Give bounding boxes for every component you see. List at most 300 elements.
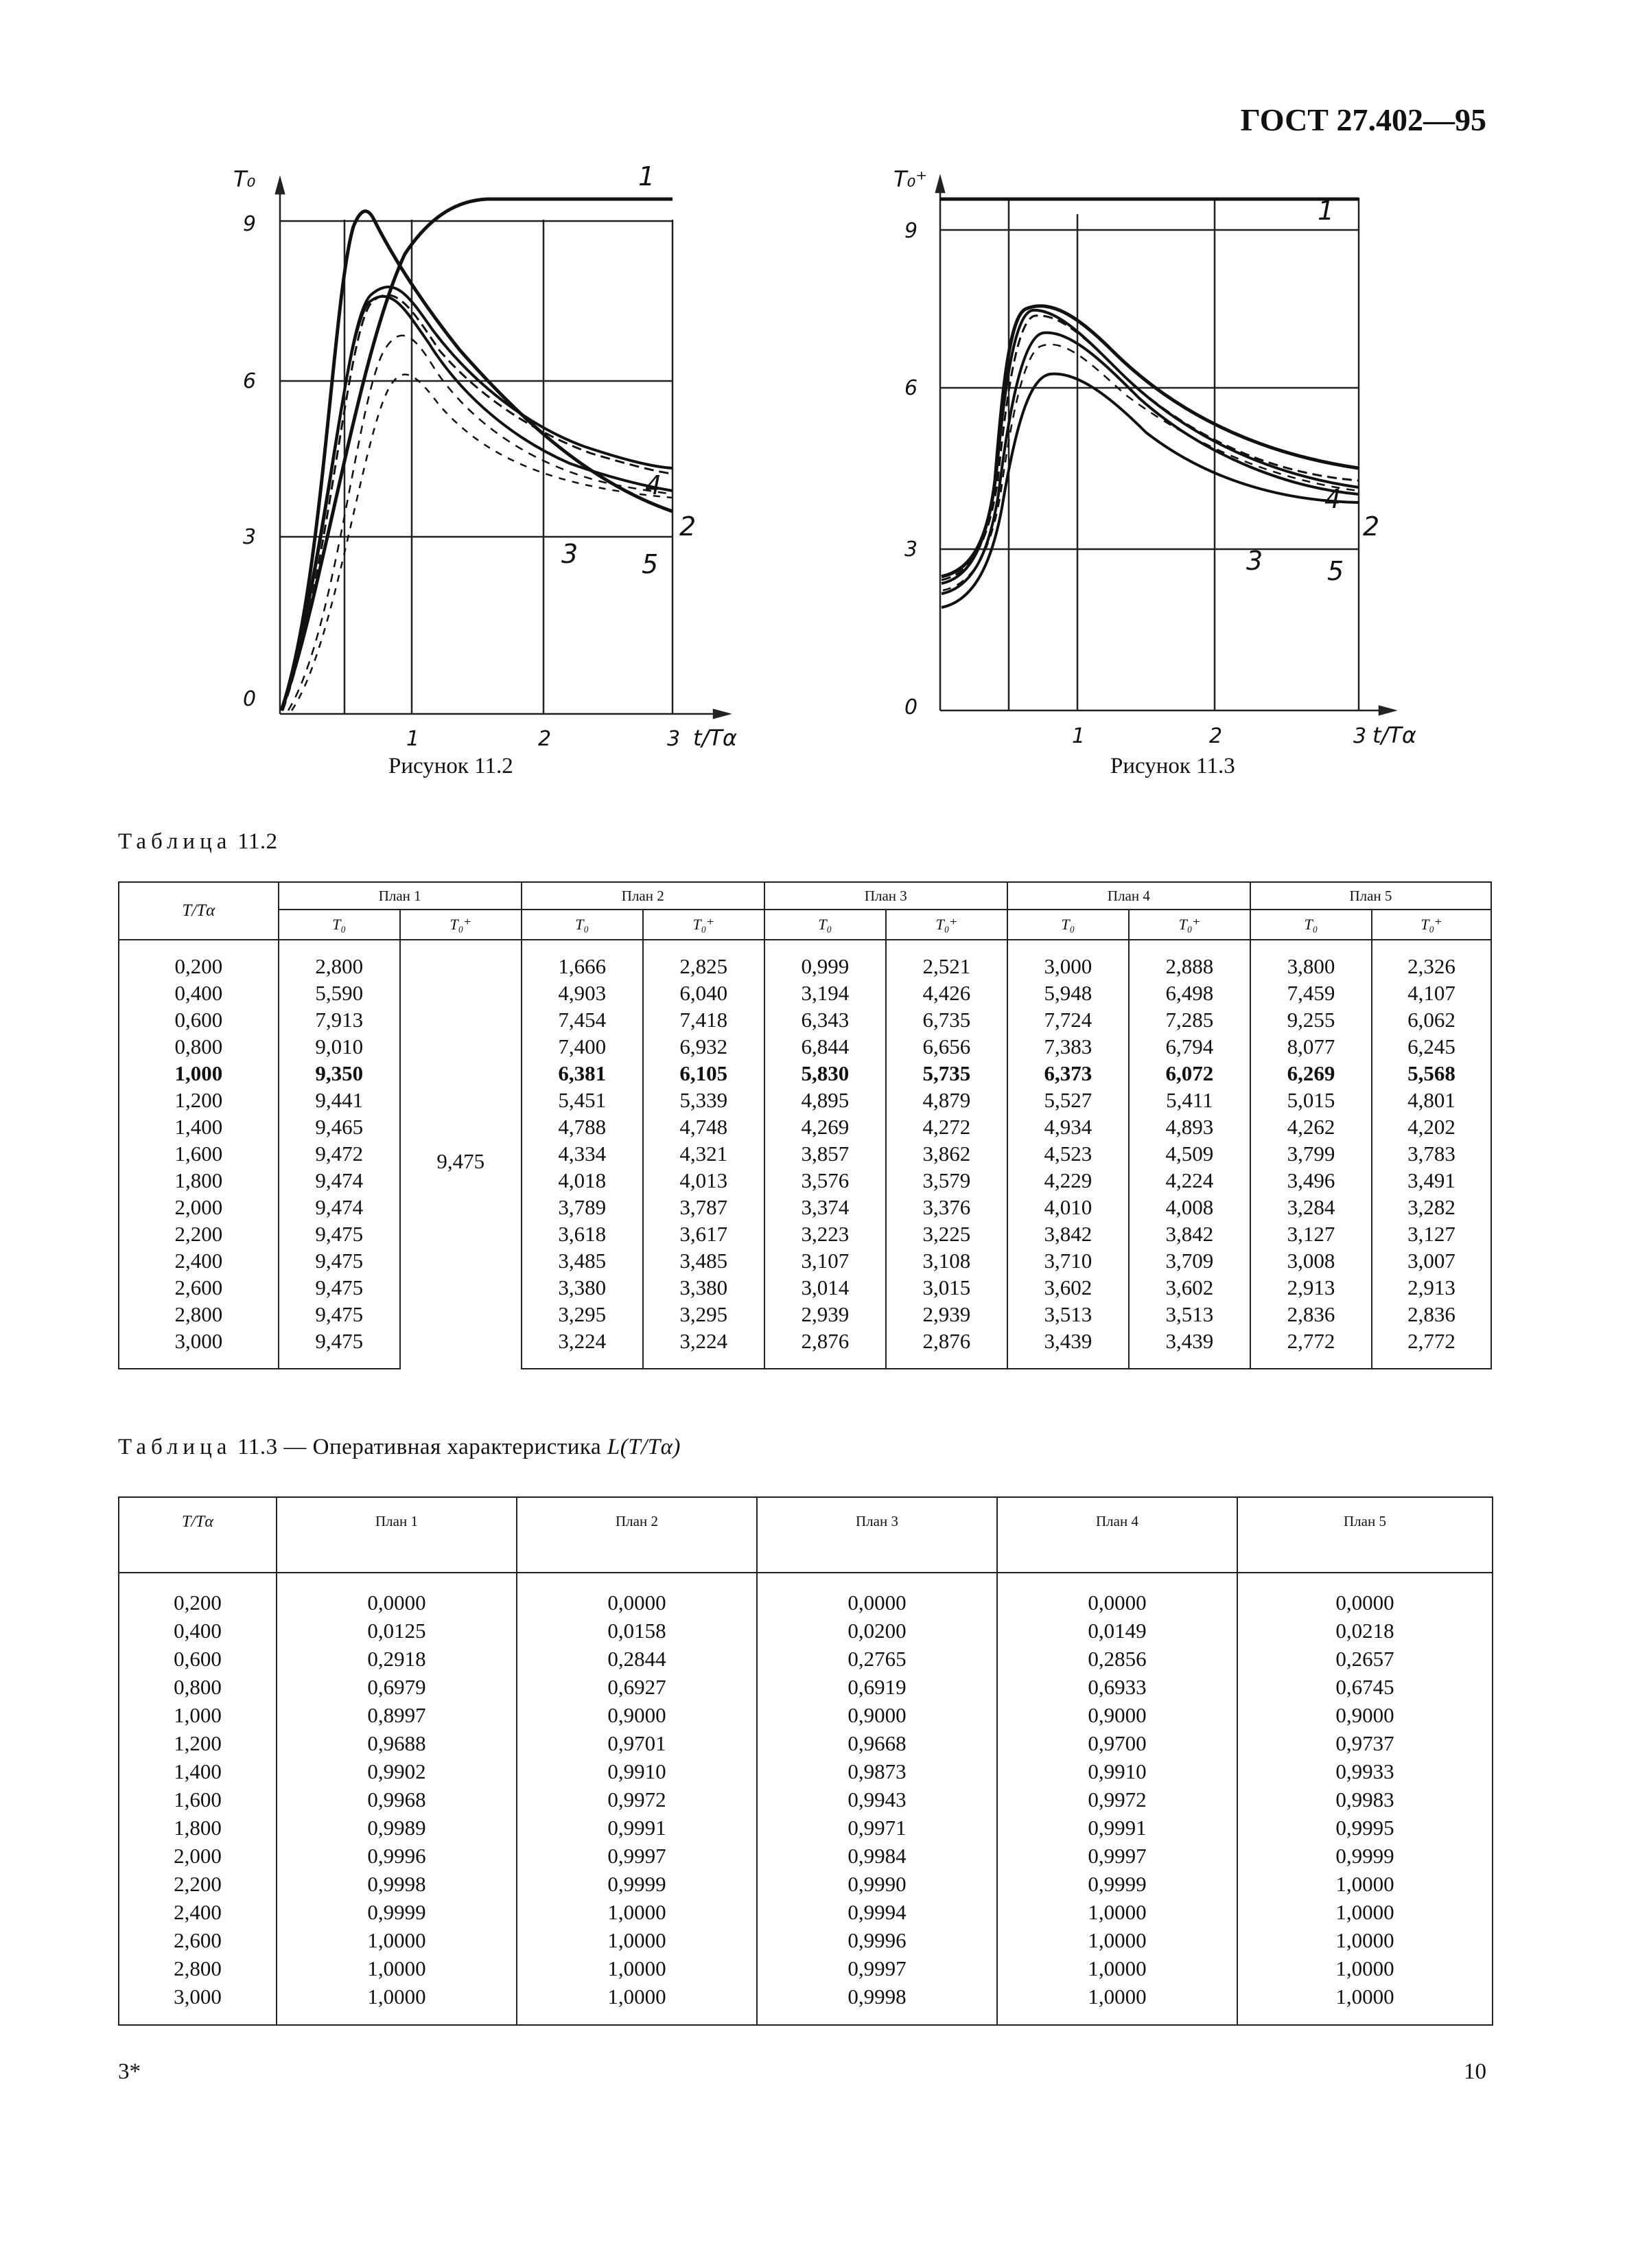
table-cell: 7,418 [643,1006,764,1033]
table-cell: 1,0000 [1237,1982,1493,2025]
table-cell: 2,876 [886,1328,1007,1369]
table-row [119,1194,1491,1220]
table-cell: 0,9997 [997,1842,1237,1870]
curve-label-3: 3 [561,539,578,569]
table-cell: 0,0000 [277,1573,517,1617]
table-cell: 7,724 [1007,1006,1129,1033]
table-row [119,1982,1493,2025]
y-tick-0: 0 [243,687,257,711]
table-caption-number: 11.3 [237,1435,278,1459]
table-cell: 6,062 [1372,1006,1491,1033]
table-cell: 9,474 [279,1194,400,1220]
column-header-plan-3: План 3 [764,882,1007,910]
sub-header: T₀⁺ [1129,910,1250,940]
table-cell: 9,010 [279,1033,400,1060]
y-tick-3: 3 [904,537,918,562]
table-cell: 0,0149 [997,1617,1237,1645]
table-cell: 4,202 [1372,1113,1491,1140]
table-cell: 0,9997 [757,1954,997,1982]
table-row [119,1954,1493,1982]
table-cell: 3,282 [1372,1194,1491,1220]
table-row [119,1729,1493,1757]
table-cell: 1,0000 [1237,1954,1493,1982]
table-row [119,1167,1491,1194]
table-cell: 3,284 [1250,1194,1372,1220]
table-cell: 3,107 [764,1247,886,1274]
table-11-3-body [119,1573,1493,2025]
table-cell: 0,9984 [757,1842,997,1870]
table-cell: 1,0000 [277,1982,517,2025]
table-cell: 5,451 [522,1087,643,1113]
table-cell: 1,0000 [517,1926,757,1954]
table-cell: 3,710 [1007,1247,1129,1274]
table-cell: 0,9983 [1237,1785,1493,1814]
table-cell: 1,0000 [517,1954,757,1982]
table-cell: 3,380 [522,1274,643,1301]
table-cell: 0,6933 [997,1673,1237,1701]
table-cell: 4,903 [522,980,643,1006]
row-header-cell: 0,200 [119,940,279,980]
column-header-plan-1: План 1 [277,1497,517,1573]
table-cell: 4,334 [522,1140,643,1167]
table-cell: 2,913 [1250,1274,1372,1301]
x-axis-label: t/Tα [1372,722,1416,748]
table-cell: 0,9910 [997,1757,1237,1785]
table-cell: 2,888 [1129,940,1250,980]
y-tick-3: 3 [243,525,257,549]
table-cell: 0,9668 [757,1729,997,1757]
column-header-plan-2: План 2 [517,1497,757,1573]
table-cell: 0,9991 [997,1814,1237,1842]
table-cell: 3,000 [1007,940,1129,980]
table-cell: 6,844 [764,1033,886,1060]
row-header-cell: 3,000 [119,1328,279,1369]
column-header-plan-5: План 5 [1250,882,1491,910]
table-caption-prefix: Таблица [118,1435,232,1459]
table-cell: 6,105 [643,1060,764,1087]
table-cell: 9,255 [1250,1006,1372,1033]
table-cell: 3,295 [643,1301,764,1328]
table-cell: 4,879 [886,1087,1007,1113]
table-row [119,1060,1491,1087]
table-cell: 1,0000 [1237,1898,1493,1926]
page-number: 10 [1464,2059,1486,2084]
table-row [119,1140,1491,1167]
row-header-cell: 2,200 [119,1870,277,1898]
row-header-cell: 0,600 [119,1006,279,1033]
table-cell: 9,350 [279,1060,400,1087]
row-header-cell: 0,800 [119,1033,279,1060]
curve-label-4: 4 [645,470,662,500]
row-header-cell: 1,600 [119,1140,279,1167]
table-cell: 4,269 [764,1113,886,1140]
table-cell: 3,491 [1372,1167,1491,1194]
table-cell: 0,2844 [517,1645,757,1673]
table-cell: 3,374 [764,1194,886,1220]
table-cell: 3,513 [1129,1301,1250,1328]
curve-label-5: 5 [1327,556,1344,586]
y-axis-label: T₀ [233,166,256,192]
table-cell: 2,836 [1372,1301,1491,1328]
table-cell: 3,800 [1250,940,1372,980]
table-cell: 3,485 [522,1247,643,1274]
sub-header: T₀ [279,910,400,940]
table-cell: 7,454 [522,1006,643,1033]
table-cell: 3,007 [1372,1247,1491,1274]
table-row [119,940,1491,980]
table-cell: 0,0000 [757,1573,997,1617]
table-cell: 0,0200 [757,1617,997,1645]
figure-11-3 [885,151,1448,755]
table-cell: 0,9995 [1237,1814,1493,1842]
table-cell: 7,285 [1129,1006,1250,1033]
table-cell: 5,590 [279,980,400,1006]
table-cell: 9,441 [279,1087,400,1113]
table-row [119,1645,1493,1673]
row-header-cell: 1,000 [119,1060,279,1087]
x-tick-2: 2 [538,727,552,751]
footer-mark: 3* [118,2059,141,2084]
table-cell: 0,9688 [277,1729,517,1757]
table-cell: 1,666 [522,940,643,980]
table-11-2-body [119,940,1491,1369]
table-cell: 0,9910 [517,1757,757,1785]
table-cell: 3,439 [1129,1328,1250,1369]
row-header-cell: 1,800 [119,1167,279,1194]
table-cell: 9,475 [279,1220,400,1247]
curve-label-2: 2 [679,511,697,542]
y-tick-9: 9 [904,219,918,243]
table-cell: 0,9902 [277,1757,517,1785]
table-cell: 4,262 [1250,1113,1372,1140]
table-cell: 4,224 [1129,1167,1250,1194]
table-row [119,1573,1493,1617]
figure-11-2 [226,151,775,755]
table-cell: 3,579 [886,1167,1007,1194]
curve-label-4: 4 [1324,484,1342,514]
figure-11-2-plot [226,151,775,755]
table-cell: 2,913 [1372,1274,1491,1301]
table-cell: 3,194 [764,980,886,1006]
table-caption-text: — Оперативная характеристика [283,1435,602,1459]
curve-label-1: 1 [638,161,655,192]
table-cell: 4,509 [1129,1140,1250,1167]
curve-label-1: 1 [1318,196,1335,226]
table-row [119,1006,1491,1033]
table-cell: 1,0000 [277,1954,517,1982]
x-tick-3: 3 [1353,724,1367,748]
table-cell: 0,9000 [517,1701,757,1729]
table-cell: 3,787 [643,1194,764,1220]
table-cell: 0,9700 [997,1729,1237,1757]
table-cell: 4,895 [764,1087,886,1113]
figure-11-3-plot [885,151,1448,755]
table-cell: 4,788 [522,1113,643,1140]
row-header-cell: 2,600 [119,1274,279,1301]
table-cell: 3,225 [886,1220,1007,1247]
column-header-plan-5: План 5 [1237,1497,1493,1573]
curve-label-3: 3 [1246,546,1263,576]
table-cell: 2,772 [1250,1328,1372,1369]
table-cell: 0,0000 [1237,1573,1493,1617]
table-cell: 0,9968 [277,1785,517,1814]
figure-11-3-caption: Рисунок 11.3 [1110,754,1235,778]
table-cell: 9,475 [279,1247,400,1274]
table-cell: 4,013 [643,1167,764,1194]
table-cell: 6,269 [1250,1060,1372,1087]
x-tick-1: 1 [406,727,420,751]
table-cell: 3,380 [643,1274,764,1301]
table-cell: 5,411 [1129,1087,1250,1113]
row-header-cell: 0,800 [119,1673,277,1701]
table-cell: 0,9996 [757,1926,997,1954]
table-cell: 0,999 [764,940,886,980]
table-cell: 5,948 [1007,980,1129,1006]
table-cell: 0,9999 [277,1898,517,1926]
row-header-cell: 1,200 [119,1087,279,1113]
table-cell: 3,439 [1007,1328,1129,1369]
table-cell: 6,656 [886,1033,1007,1060]
table-cell: 4,893 [1129,1113,1250,1140]
row-header-cell: 1,400 [119,1113,279,1140]
standard-number: ГОСТ 27.402—95 [1240,102,1486,137]
table-row [119,1785,1493,1814]
table-cell: 5,735 [886,1060,1007,1087]
table-cell: 3,617 [643,1220,764,1247]
table-cell: 0,2918 [277,1645,517,1673]
table-cell: 8,077 [1250,1033,1372,1060]
table-row [119,1701,1493,1729]
table-cell: 3,783 [1372,1140,1491,1167]
table-cell: 9,474 [279,1167,400,1194]
table-11-3-caption [118,1435,681,1460]
table-cell: 0,9994 [757,1898,997,1926]
row-header-cell: 2,600 [119,1926,277,1954]
table-cell: 4,107 [1372,980,1491,1006]
table-cell: 2,939 [764,1301,886,1328]
row-header-cell: 3,000 [119,1982,277,2025]
table-row [119,1757,1493,1785]
y-tick-0: 0 [904,695,918,719]
table-cell: 6,932 [643,1033,764,1060]
table-cell: 4,018 [522,1167,643,1194]
table-cell: 0,9996 [277,1842,517,1870]
table-cell: 5,527 [1007,1087,1129,1113]
table-cell: 0,6979 [277,1673,517,1701]
table-row [119,1842,1493,1870]
table-row [119,1870,1493,1898]
table-cell: 3,789 [522,1194,643,1220]
table-cell: 0,0158 [517,1617,757,1645]
sub-header: T₀ [1250,910,1372,940]
table-cell: 0,9943 [757,1785,997,1814]
table-cell: 6,245 [1372,1033,1491,1060]
table-row [119,1247,1491,1274]
row-header-cell: 2,800 [119,1301,279,1328]
table-cell: 3,602 [1007,1274,1129,1301]
table-cell: 0,9971 [757,1814,997,1842]
table-row [119,1301,1491,1328]
table-cell: 6,373 [1007,1060,1129,1087]
row-header-cell: 2,000 [119,1194,279,1220]
sub-header: T₀⁺ [886,910,1007,940]
y-tick-9: 9 [243,212,257,236]
table-cell: 4,008 [1129,1194,1250,1220]
column-header-ratio: T/Tα [119,1497,277,1573]
table-cell: 0,9000 [757,1701,997,1729]
table-cell: 0,9000 [997,1701,1237,1729]
table-cell: 4,010 [1007,1194,1129,1220]
table-cell: 3,015 [886,1274,1007,1301]
table-cell: 9,475 [279,1328,400,1369]
merged-cell: 9,475 [400,940,522,1369]
table-11-3 [118,1496,1493,2026]
column-header-plan-2: План 2 [522,882,764,910]
table-cell: 6,498 [1129,980,1250,1006]
table-cell: 5,568 [1372,1060,1491,1087]
table-cell: 4,523 [1007,1140,1129,1167]
y-tick-6: 6 [904,376,918,400]
row-header-cell: 2,400 [119,1247,279,1274]
column-header-plan-3: План 3 [757,1497,997,1573]
row-header-cell: 0,400 [119,980,279,1006]
table-cell: 1,0000 [997,1898,1237,1926]
table-cell: 0,2765 [757,1645,997,1673]
table-cell: 4,272 [886,1113,1007,1140]
table-cell: 1,0000 [277,1926,517,1954]
table-row [119,980,1491,1006]
table-cell: 0,9701 [517,1729,757,1757]
figure-11-2-caption: Рисунок 11.2 [388,754,513,778]
row-header-cell: 2,000 [119,1842,277,1870]
table-cell: 5,015 [1250,1087,1372,1113]
table-cell: 3,008 [1250,1247,1372,1274]
table-row [119,1926,1493,1954]
table-cell: 0,9999 [997,1870,1237,1898]
table-row [119,1274,1491,1301]
curve-label-2: 2 [1363,511,1380,542]
table-row [119,1814,1493,1842]
table-cell: 0,0218 [1237,1617,1493,1645]
sub-header: T₀ [522,910,643,940]
y-axis-label: T₀⁺ [893,166,928,192]
table-cell: 3,223 [764,1220,886,1247]
table-cell: 0,9972 [517,1785,757,1814]
table-cell: 0,2657 [1237,1645,1493,1673]
table-cell: 6,794 [1129,1033,1250,1060]
table-caption-formula: L(T/Tα) [607,1435,681,1459]
table-cell: 3,108 [886,1247,1007,1274]
table-cell: 0,9991 [517,1814,757,1842]
row-header-cell: 1,400 [119,1757,277,1785]
table-cell: 3,842 [1007,1220,1129,1247]
table-cell: 1,0000 [997,1982,1237,2025]
table-cell: 3,127 [1250,1220,1372,1247]
table-cell: 0,8997 [277,1701,517,1729]
table-cell: 9,475 [279,1274,400,1301]
table-cell: 3,295 [522,1301,643,1328]
table-cell: 2,836 [1250,1301,1372,1328]
row-header-cell: 0,600 [119,1645,277,1673]
table-cell: 3,513 [1007,1301,1129,1328]
table-cell: 0,6927 [517,1673,757,1701]
table-cell: 0,2856 [997,1645,1237,1673]
table-cell: 5,830 [764,1060,886,1087]
table-cell: 6,040 [643,980,764,1006]
y-tick-6: 6 [243,369,257,393]
table-cell: 7,913 [279,1006,400,1033]
table-cell: 6,072 [1129,1060,1250,1087]
curve-label-5: 5 [642,549,659,579]
table-caption-prefix: Таблица [118,829,232,854]
table-cell: 3,709 [1129,1247,1250,1274]
table-cell: 1,0000 [1237,1870,1493,1898]
table-cell: 2,772 [1372,1328,1491,1369]
table-cell: 2,800 [279,940,400,980]
table-cell: 0,9737 [1237,1729,1493,1757]
table-cell: 3,014 [764,1274,886,1301]
table-cell: 7,400 [522,1033,643,1060]
table-cell: 3,224 [522,1328,643,1369]
table-cell: 0,0000 [997,1573,1237,1617]
table-cell: 0,0125 [277,1617,517,1645]
table-cell: 2,939 [886,1301,1007,1328]
table-caption-number: 11.2 [237,829,278,854]
row-header-cell: 2,800 [119,1954,277,1982]
table-cell: 3,857 [764,1140,886,1167]
table-cell: 1,0000 [997,1926,1237,1954]
table-cell: 4,934 [1007,1113,1129,1140]
table-cell: 1,0000 [517,1982,757,2025]
table-cell: 1,0000 [517,1898,757,1926]
row-header-cell: 2,200 [119,1220,279,1247]
table-cell: 3,602 [1129,1274,1250,1301]
table-11-2-caption [118,829,278,855]
table-cell: 3,224 [643,1328,764,1369]
table-cell: 2,521 [886,940,1007,980]
column-header-ratio: T/Tα [119,882,279,940]
row-header-cell: 1,200 [119,1729,277,1757]
table-cell: 7,383 [1007,1033,1129,1060]
table-cell: 3,496 [1250,1167,1372,1194]
table-cell: 9,465 [279,1113,400,1140]
table-row [119,1328,1491,1369]
table-cell: 6,381 [522,1060,643,1087]
table-cell: 3,376 [886,1194,1007,1220]
table-cell: 2,876 [764,1328,886,1369]
table-cell: 3,842 [1129,1220,1250,1247]
sub-header: T₀⁺ [643,910,764,940]
table-cell: 4,321 [643,1140,764,1167]
table-cell: 3,799 [1250,1140,1372,1167]
row-header-cell: 1,600 [119,1785,277,1814]
sub-header: T₀⁺ [1372,910,1491,940]
sub-header: T₀ [764,910,886,940]
table-row [119,1033,1491,1060]
x-axis-label: t/Tα [693,725,737,751]
table-row [119,1898,1493,1926]
table-cell: 3,485 [643,1247,764,1274]
column-header-plan-1: План 1 [279,882,522,910]
table-cell: 9,475 [279,1301,400,1328]
table-row [119,1617,1493,1645]
table-cell: 1,0000 [997,1954,1237,1982]
table-11-2 [118,881,1492,1369]
column-header-plan-4: План 4 [997,1497,1237,1573]
table-cell: 3,618 [522,1220,643,1247]
row-header-cell: 0,400 [119,1617,277,1645]
table-cell: 0,9998 [757,1982,997,2025]
